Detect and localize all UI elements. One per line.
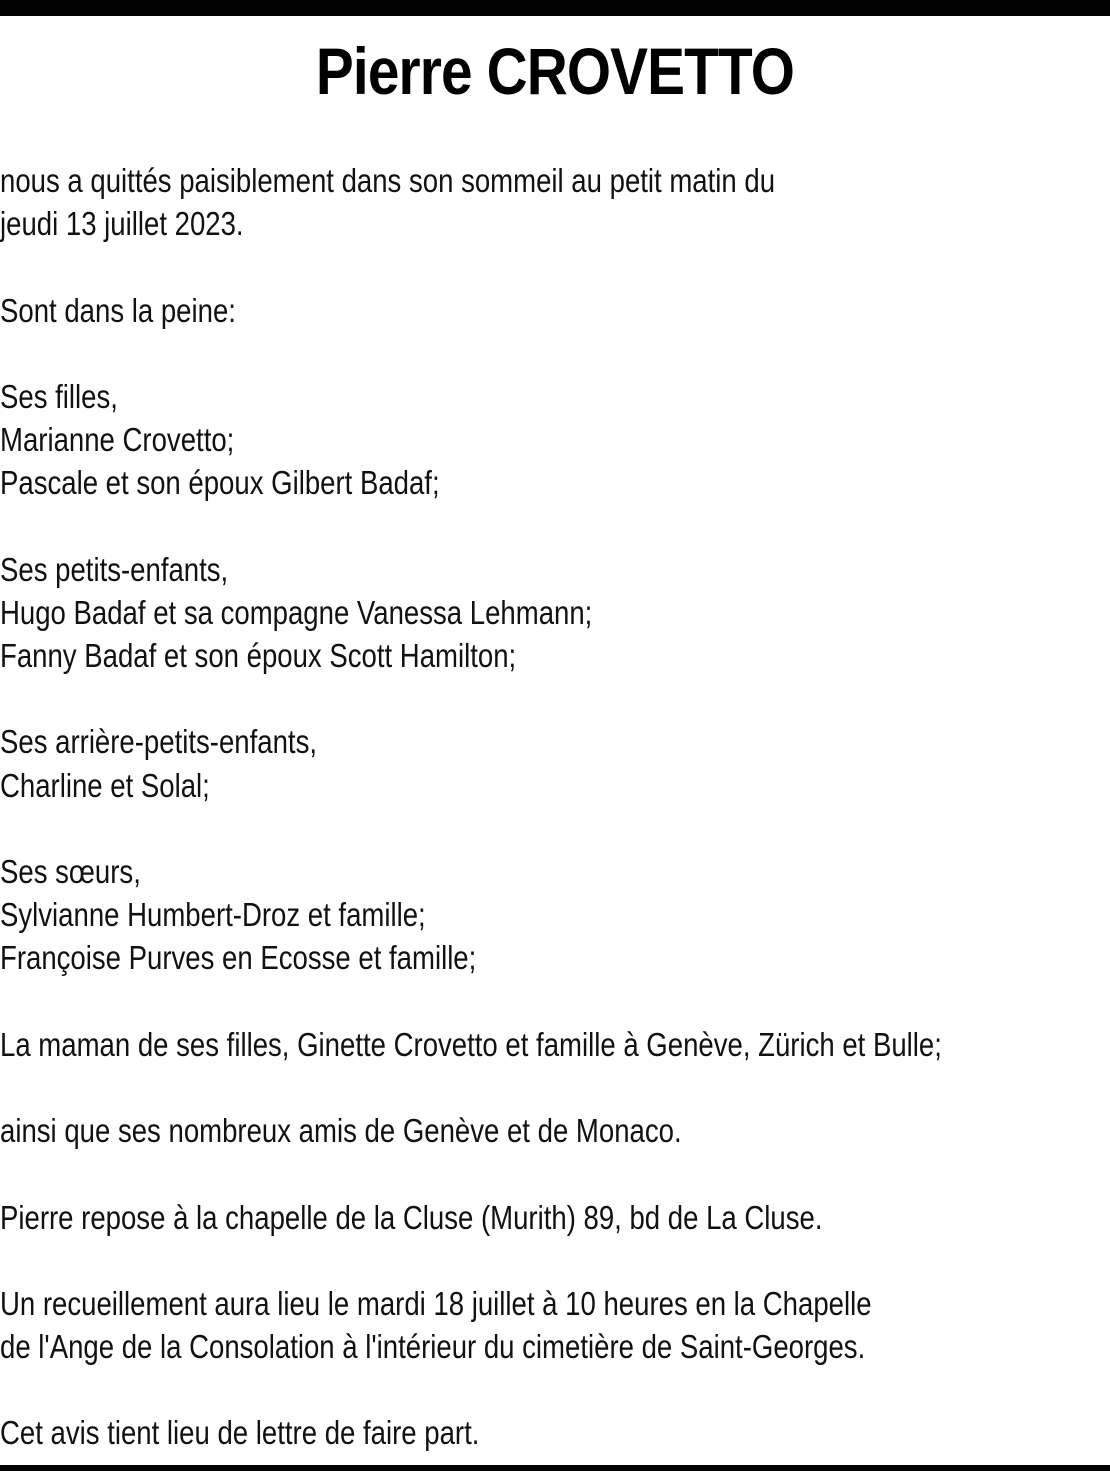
deceased-name: Pierre CROVETTO: [315, 34, 795, 108]
blank-line: [0, 980, 1100, 1023]
blank-line: [0, 1368, 1100, 1411]
blank-line: [0, 505, 1100, 548]
notice-line: Cet avis tient lieu de lettre de faire part.: [0, 1414, 480, 1452]
notice-line: nous a quittés paisiblement dans son sommeil au petit matin du: [0, 162, 776, 199]
notice-line: Marianne Crovetto;: [0, 421, 235, 459]
blank-line: [0, 807, 1100, 850]
notice-line: Pierre repose à la chapelle de la Cluse (Murith) 89, bd de La Cluse.: [0, 1198, 823, 1236]
notice-line: La maman de ses filles, Ginette Crovetto et famille à Genève, Zürich et Bulle;: [0, 1025, 942, 1063]
blank-line: [0, 1066, 1100, 1109]
blank-line: [0, 677, 1100, 720]
blank-line: [0, 1152, 1100, 1195]
top-rule: [0, 0, 1110, 16]
notice-line: ainsi que ses nombreux amis de Genève et de Monaco.: [0, 1112, 682, 1150]
notice-line: Charline et Solal;: [0, 766, 210, 804]
notice-line: Hugo Badaf et sa compagne Vanessa Lehmann;: [0, 593, 593, 631]
notice-body: [0, 159, 1100, 1455]
notice-line: Un recueillement aura lieu le mardi 18 juillet à 10 heures en la Chapelle: [0, 1284, 872, 1322]
notice-line: Françoise Purves en Ecosse et famille;: [0, 939, 477, 977]
notice-line: de l'Ange de la Consolation à l'intérieur du cimetière de Saint-Georges.: [0, 1328, 866, 1366]
notice-line: Ses petits-enfants,: [0, 550, 229, 588]
notice-line: Sont dans la peine:: [0, 291, 236, 329]
notice-line: Sylvianne Humbert-Droz et famille;: [0, 896, 426, 934]
notice-line: Pascale et son époux Gilbert Badaf;: [0, 464, 440, 502]
bottom-rule: [0, 1465, 1110, 1471]
blank-line: [0, 332, 1100, 375]
blank-line: [0, 245, 1100, 288]
blank-line: [0, 1239, 1100, 1282]
notice-line: jeudi 13 juillet 2023.: [0, 205, 244, 243]
notice-line: Ses arrière-petits-enfants,: [0, 723, 318, 761]
notice-line: Fanny Badaf et son époux Scott Hamilton;: [0, 637, 517, 675]
notice-line: Ses filles,: [0, 377, 118, 415]
notice-line: Ses sœurs,: [0, 853, 141, 890]
